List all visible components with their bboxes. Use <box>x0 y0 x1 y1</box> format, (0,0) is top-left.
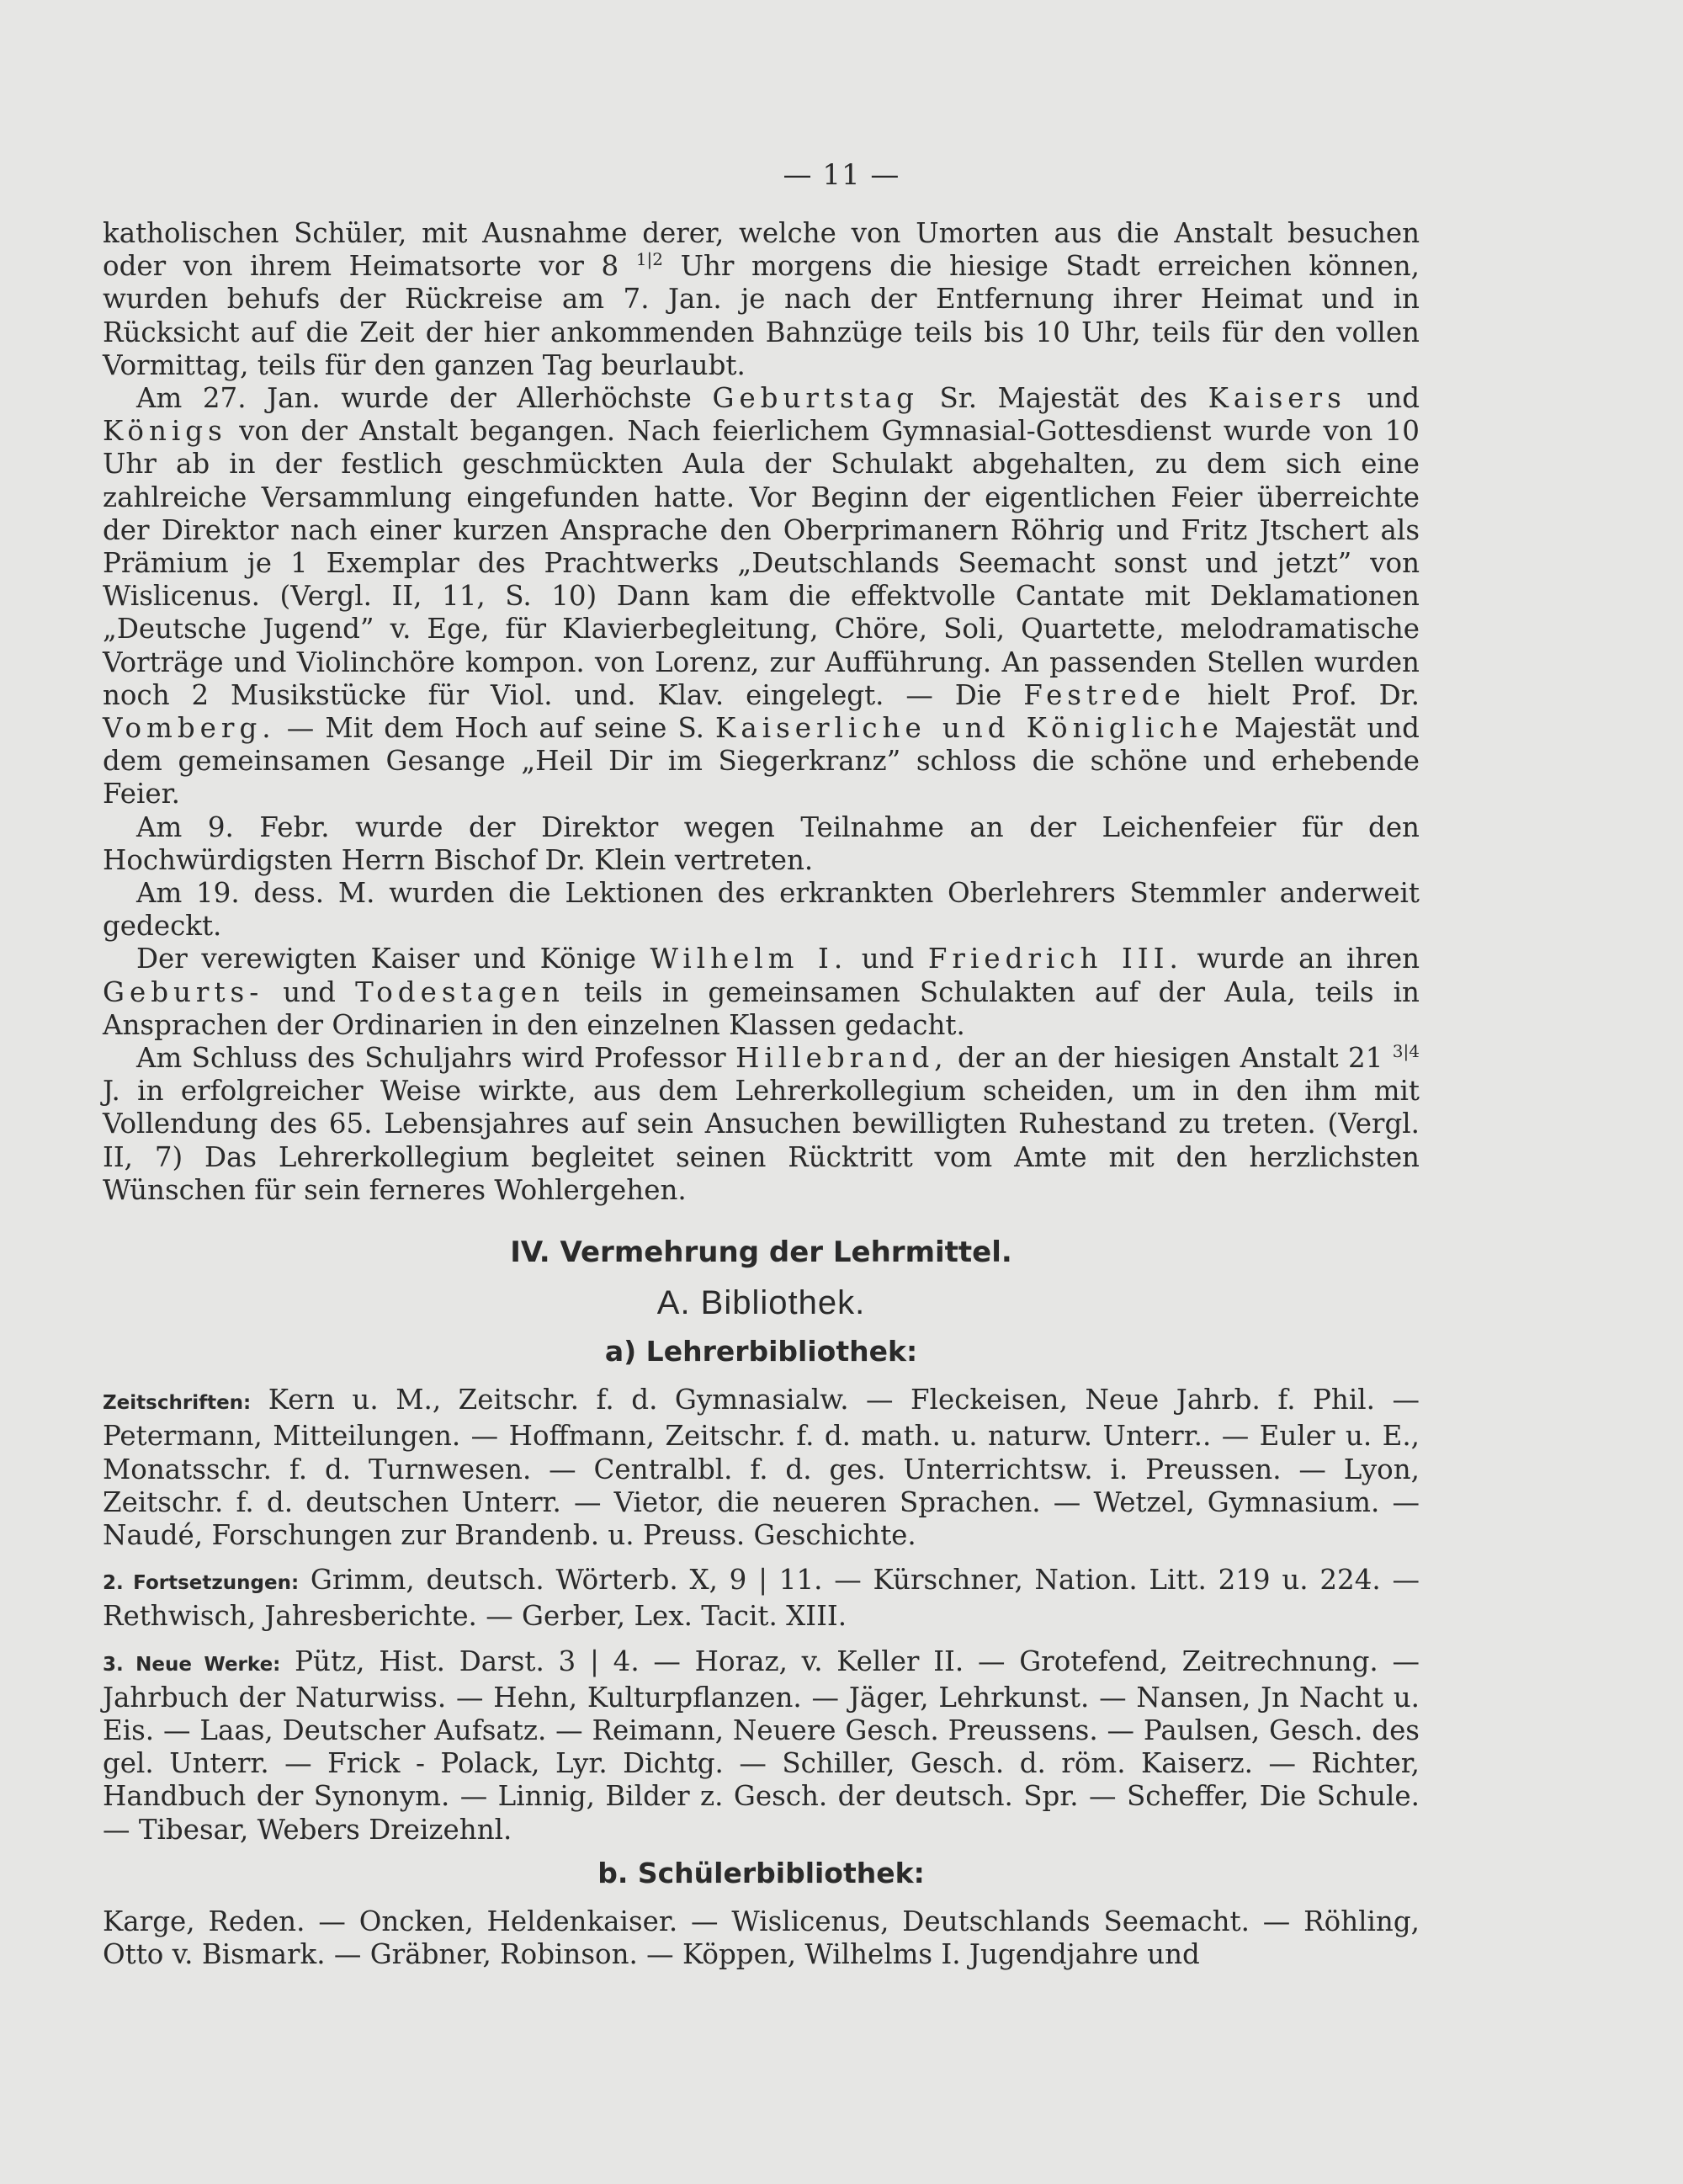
page-body <box>103 217 1420 1971</box>
subsection-heading: A. Bibliothek. <box>656 1284 866 1322</box>
paragraph-bischof-klein: Am 9. Febr. wurde der Direktor wegen Teilnahme an der Leichenfeier für den Hochwürdigsten Herrn Bischof Dr. Klein vertreten. <box>103 810 1420 876</box>
fraction: 1|2 <box>635 249 663 270</box>
entry-label: Zeitschriften: <box>103 1392 252 1415</box>
zeitschriften-entry: Zeitschriften: Kern u. M., Zeitschr. f. d. Gymnasialw. — Fleckeisen, Neue Jahrb. f. Phil. — Petermann, Mitteilungen. — Hoffmann, Zeitschr. f. d. math. u. naturw. Unterr.. — Euler u. E., Monatsschr. f. d. Turnwesen. — Centralbl. f. d. ges. Unterrichtsw. i. Preussen. — Lyon, Zeitschr. f. d. deutschen Unterr. — Vietor, die neueren Sprachen. — Wetzel, Gymnasium. — Naudé, Forschungen zur Brandenb. u. Preuss. Geschichte. <box>103 1384 1420 1551</box>
page-number: — 11 — <box>783 158 900 192</box>
neue-werke-entry: 3. Neue Werke: Pütz, Hist. Darst. 3 | 4. — Horaz, v. Keller II. — Grotefend, Zeitrechnung. — Jahrbuch der Naturwiss. — Hehn, Kulturpflanzen. — Jäger, Lehrkunst. — Nansen, Jn Nacht u. Eis. — Laas, Deutscher Aufsatz. — Reimann, Neuere Gesch. Preussens. — Paulsen, Gesch. des gel. Unterr. — Frick - Polack, Lyr. Dichtg. — Schiller, Gesch. d. röm. Kaiserz. — Richter, Handbuch der Synonym. — Linnig, Bilder z. Gesch. der deutsch. Spr. — Scheffer, Die Schule. — Tibesar, Webers Dreizehnl. <box>103 1645 1420 1846</box>
student-library-heading: b. Schülerbibliothek: <box>597 1856 925 1889</box>
paragraph-stemmler: Am 19. dess. M. wurden die Lektionen des erkrankten Oberlehrers Stemmler anderweit gedeckt. <box>103 877 1420 943</box>
fraction: 3|4 <box>1392 1041 1420 1062</box>
fortsetzungen-entry: 2. Fortsetzungen: Grimm, deutsch. Wörterb. X, 9 | 11. — Kürschner, Nation. Litt. 219 u. 224. — Rethwisch, Jahresberichte. — Gerber, Lex. Tacit. XIII. <box>103 1564 1420 1633</box>
student-library-entry: Karge, Reden. — Oncken, Heldenkaiser. — Wislicenus, Deutschlands Seemacht. — Röhling, Otto v. Bismark. — Gräbner, Robinson. — Köppen, Wilhelms I. Jugendjahre und <box>103 1905 1420 1970</box>
paragraph-hillebrand: Am Schluss des Schuljahrs wird Professor Hillebrand, der an der hiesigen Anstalt 21 $^{3|4}$ J. in erfolgreicher Weise wirkte, aus dem Lehrerkollegium scheiden, um in den ihm mit Vollendung des 65. Lebensjahres auf sein Ansuchen bewilligten Ruhestand zu treten. (Vergl. II, 7) Das Lehrerkollegium begleitet seinen Rücktritt vom Amte mit den herzlichsten Wünschen für sein ferneres Wohlergehen. <box>103 1041 1420 1206</box>
paragraph-catholic-students: katholischen Schüler, mit Ausnahme derer, welche von Umorten aus die Anstalt besuchen oder von ihrem Heimatsorte vor 8 $^{1|2}$ Uhr morgens die hiesige Stadt erreichen können, wurden behufs der Rückreise am 7. Jan. je nach der Entfernung ihrer Heimat und in Rücksicht auf die Zeit der hier ankommenden Bahnzüge teils bis 10 Uhr, teils für den vollen Vormittag, teils für den ganzen Tag beurlaubt. <box>103 217 1420 381</box>
entry-label: 2. Fortsetzungen: <box>103 1572 300 1595</box>
section-heading: IV. Vermehrung der Lehrmittel. <box>510 1235 1012 1270</box>
entry-label: 3. Neue Werke: <box>103 1653 281 1676</box>
teacher-library-heading: a) Lehrerbibliothek: <box>604 1335 918 1368</box>
paragraph-kaiser-gedenken: Der verewigten Kaiser und Könige Wilhelm I. und Friedrich III. wurde an ihren Geburts- und Todestagen teils in gemeinsamen Schulakten auf der Aula, teils in Ansprachen der Ordinarien in den einzelnen Klassen gedacht. <box>103 943 1420 1041</box>
paragraph-kaisers-geburtstag: Am 27. Jan. wurde der Allerhöchste Geburtstag Sr. Majestät des Kaisers und Königs von der Anstalt begangen. Nach feierlichem Gymnasial-Gottesdienst wurde von 10 Uhr ab in der festlich geschmückten Aula der Schulakt abgehalten, zu dem sich eine zahlreiche Versammlung eingefunden hatte. Vor Beginn der eigentlichen Feier überreichte der Direktor nach einer kurzen Ansprache den Oberprimanern Röhrig und Fritz Jtschert als Prämium je 1 Exemplar des Prachtwerks „Deutschlands Seemacht sonst und jetzt” von Wislicenus. (Vergl. II, 11, S. 10) Dann kam die effektvolle Cantate mit Deklamationen „Deutsche Jugend” v. Ege, für Klavierbegleitung, Chöre, Soli, Quartette, melodramatische Vorträge und Violinchöre kompon. von Lorenz, zur Aufführung. An passenden Stellen wurden noch 2 Musikstücke für Viol. und. Klav. eingelegt. — Die Festrede hielt Prof. Dr. Vomberg. — Mit dem Hoch auf seine S. Kaiserliche und Königliche Majestät und dem gemeinsamen Gesange „Heil Dir im Siegerkranz” schloss die schöne und erhebende Feier. <box>103 382 1420 810</box>
